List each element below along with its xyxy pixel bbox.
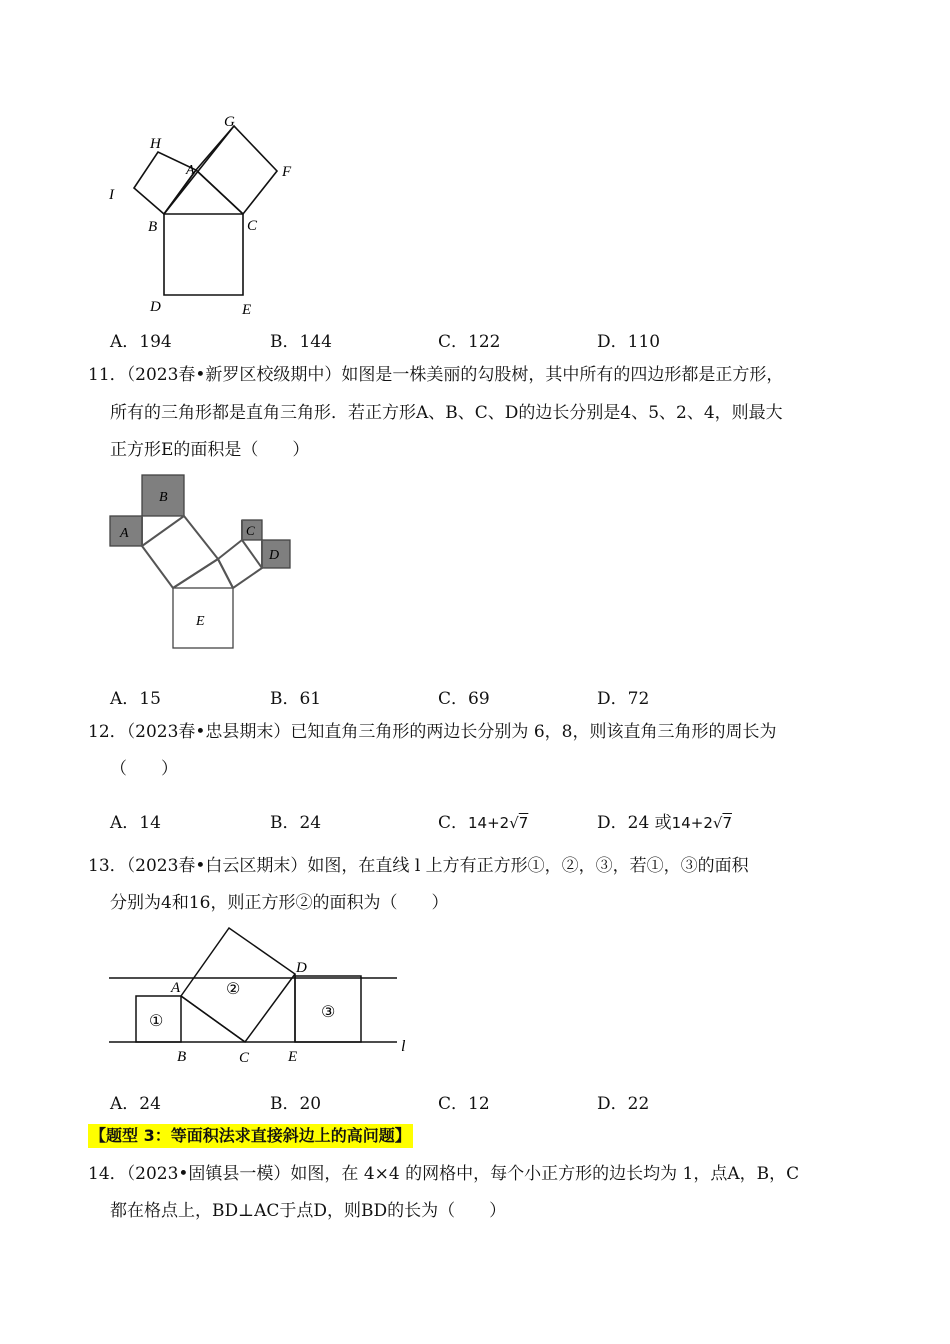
figure-q10 [100, 108, 310, 323]
tree-branch-right [218, 540, 262, 588]
q12-text-line2: （ ） [110, 759, 178, 779]
q10-option-c[interactable]: C．122 [438, 332, 501, 352]
figure-q13-squares-on-line [105, 922, 415, 1062]
q12-option-d-letter: D．24 或 [597, 813, 672, 833]
label-square-C: C [246, 523, 255, 538]
label-A: A [171, 980, 181, 996]
diag-b-g [164, 126, 234, 214]
label-square-B: B [159, 490, 168, 505]
q11-option-a[interactable]: A．15 [110, 689, 161, 709]
q11-text-line2: 所有的三角形都是直角三角形．若正方形A、B、C、D的边长分别是4、5、2、4，则最大 [110, 403, 783, 423]
label-E: E [242, 302, 252, 318]
triangle-ac [196, 170, 243, 214]
q14-text-line2: 都在格点上，BD⊥AC于点D，则BD的长为（ ） [110, 1201, 507, 1221]
label-E: E [288, 1049, 298, 1062]
q14-text-line1: 14．（2023•固镇县一模）如图，在 4×4 的网格中，每个小正方形的边长均为 1，点A，B，C [88, 1164, 800, 1184]
square-bcfg [164, 126, 277, 214]
expr-prefix: 14+2 [468, 814, 510, 832]
section-heading-type3: 【题型 3：等面积法求直接斜边上的高问题】 [88, 1124, 413, 1148]
label-square-A: A [120, 526, 129, 541]
expr-root: 7 [518, 814, 529, 832]
q13-text-line1: 13．（2023春•白云区期末）如图，在直线 l 上方有正方形①，②，③，若①，③的面积 [88, 856, 749, 876]
q13-option-d[interactable]: D．22 [597, 1094, 650, 1114]
square-bc-ed [164, 214, 243, 295]
label-square-D: D [269, 548, 280, 563]
tree-branch-left [142, 516, 218, 588]
q13-option-a[interactable]: A．24 [110, 1094, 161, 1114]
label-H: H [150, 136, 161, 152]
q12-option-a[interactable]: A．14 [110, 813, 161, 833]
square-ac-gf [196, 126, 277, 214]
q13-option-c[interactable]: C．12 [438, 1094, 490, 1114]
label-B: B [177, 1049, 187, 1062]
segment-ac [181, 996, 245, 1042]
q12-option-b[interactable]: B．24 [270, 813, 322, 833]
label-C: C [239, 1050, 250, 1062]
q12-option-d[interactable] [597, 808, 732, 833]
q12-option-c[interactable] [438, 808, 528, 833]
label-C: C [247, 218, 258, 234]
label-I: I [109, 187, 114, 203]
q10-option-d[interactable]: D．110 [597, 332, 661, 352]
expr-prefix: 14+2 [671, 814, 713, 832]
label-D: D [296, 960, 307, 976]
label-B: B [148, 219, 158, 235]
q13-text-line2: 分别为4和16，则正方形②的面积为（ ） [110, 893, 449, 913]
q10-option-b[interactable]: B．144 [270, 332, 332, 352]
label-square-E: E [196, 614, 205, 629]
label-G: G [224, 114, 235, 130]
label-F: F [282, 164, 292, 180]
q12-option-c-letter: C． [438, 813, 469, 833]
q11-text-line3: 正方形E的面积是（ ） [110, 440, 310, 460]
q11-option-d[interactable]: D．72 [597, 689, 650, 709]
label-square-2: ② [226, 981, 241, 998]
label-D: D [150, 299, 161, 315]
q10-option-a[interactable]: A．194 [110, 332, 172, 352]
q13-option-b[interactable]: B．20 [270, 1094, 322, 1114]
q11-option-b[interactable]: B．61 [270, 689, 322, 709]
label-A: A [186, 163, 195, 178]
q12-option-c-expr: 14+2√7 [468, 814, 529, 832]
q11-text-line1: 11．（2023春•新罗区校级期中）如图是一株美丽的勾股树，其中所有的四边形都是正方形， [88, 365, 784, 385]
expr-root: 7 [722, 814, 732, 832]
figure-q11-pythagoras-tree [105, 470, 300, 655]
q12-text-line1: 12．（2023春•忠县期末）已知直角三角形的两边长分别为 6，8，则该直角三角形的周长为 [88, 722, 777, 742]
label-square-1: ① [149, 1013, 164, 1030]
q11-option-c[interactable]: C．69 [438, 689, 490, 709]
q12-option-d-expr: 14+2√7 [671, 814, 732, 832]
label-square-3: ③ [321, 1004, 336, 1021]
label-l: l [401, 1038, 406, 1055]
